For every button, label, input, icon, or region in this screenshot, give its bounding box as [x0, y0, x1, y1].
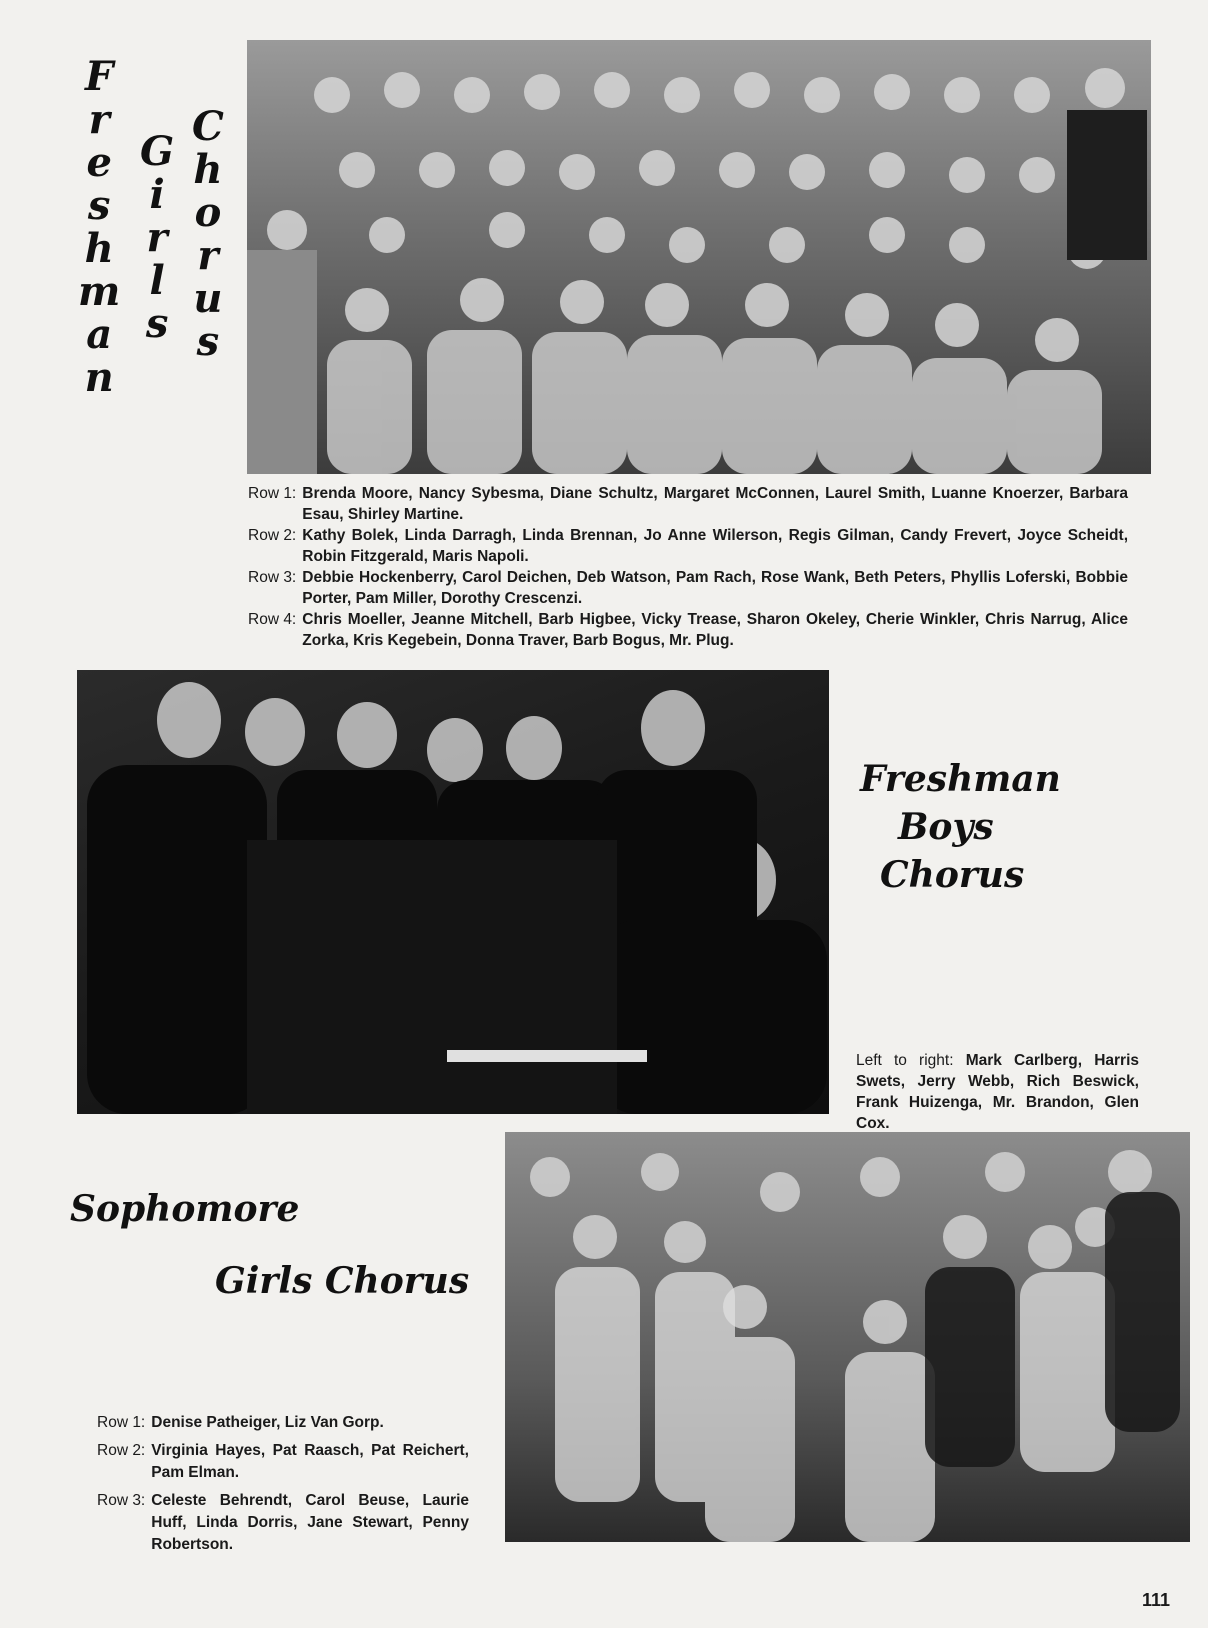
- sophomore-girls-caption: [97, 1412, 469, 1556]
- title-line: Chorus: [880, 854, 1025, 896]
- caption-row: Row 3: Celeste Behrendt, Carol Beuse, Laurie Huff, Linda Dorris, Jane Stewart, Penny Robertson.: [97, 1492, 469, 1553]
- freshman-girls-photo: [247, 40, 1151, 474]
- group-figures: [77, 670, 829, 1114]
- sophomore-girls-title: [70, 1185, 490, 1305]
- caption-row: Row 1: Denise Patheiger, Liz Van Gorp.: [97, 1414, 384, 1431]
- title-word-chorus: C h o r u s: [192, 103, 224, 365]
- group-figures: [247, 40, 1151, 474]
- title-line: Girls Chorus: [215, 1260, 470, 1302]
- caption-row: Row 2: Virginia Hayes, Pat Raasch, Pat Reichert, Pam Elman.: [97, 1442, 469, 1481]
- freshman-girls-caption: [248, 483, 1128, 651]
- group-figures: [505, 1132, 1190, 1542]
- caption-row: Row 1: Brenda Moore, Nancy Sybesma, Diane Schultz, Margaret McConnen, Laurel Smith, Luanne Knoerzer, Barbara Esau, Shirley Martine.: [248, 485, 1128, 523]
- freshman-boys-title: [850, 755, 1080, 899]
- title-line: Boys: [898, 806, 994, 848]
- freshman-boys-photo: [77, 670, 829, 1114]
- sophomore-girls-photo: [505, 1132, 1190, 1542]
- page-number: 111: [1141, 1590, 1170, 1610]
- title-line: Sophomore: [70, 1188, 300, 1230]
- title-word-girls: G i r l s: [140, 128, 175, 347]
- caption-row: Row 2: Kathy Bolek, Linda Darragh, Linda Brennan, Jo Anne Wilerson, Regis Gilman, Candy Frevert, Joyce Scheidt, Robin Fitzgerald, Maris Napoli.: [248, 527, 1128, 565]
- caption-row: Row 4: Chris Moeller, Jeanne Mitchell, Barb Higbee, Vicky Trease, Sharon Okeley, Cherie Winkler, Chris Narrug, Alice Zorka, Kris Kegebein, Donna Traver, Barb Bogus, Mr. Plug.: [248, 611, 1128, 649]
- title-line: Freshman: [860, 758, 1061, 800]
- freshman-boys-caption: Left to right: Mark Carlberg, Harris Swets, Jerry Webb, Rich Beswick, Frank Huizenga, Mr. Brandon, Glen Cox.: [856, 1052, 1140, 1132]
- title-word-freshman: F r e s h m a n: [78, 53, 121, 401]
- caption-row: Row 3: Debbie Hockenberry, Carol Deichen, Deb Watson, Pam Rach, Rose Wank, Beth Peters, Phyllis Loferski, Bobbie Porter, Pam Miller, Dorothy Crescenzi.: [248, 569, 1128, 607]
